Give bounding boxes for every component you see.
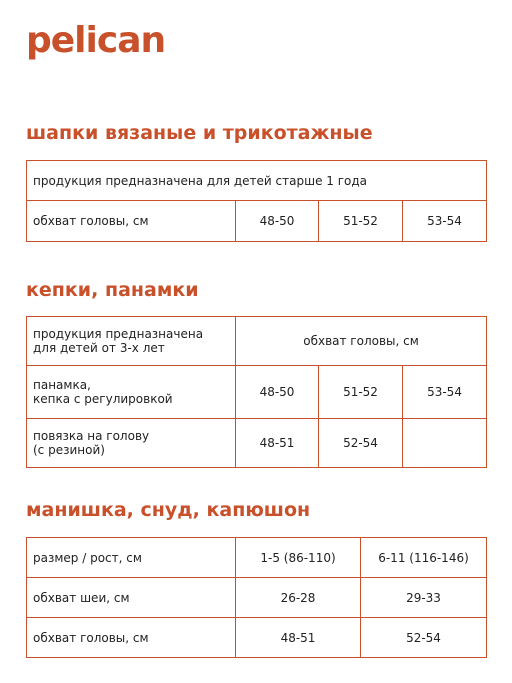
dickey-head-label: обхват головы, см [27, 618, 236, 658]
size-cell: 48-50 [236, 201, 319, 242]
size-cell: 51-52 [319, 201, 403, 242]
caps-note [27, 317, 236, 366]
section-title-caps: кепки, панамки [26, 279, 199, 301]
table-row [27, 366, 487, 419]
dickey-size-table [26, 537, 487, 658]
caps-note-line2: для детей от 3-х лет [33, 341, 165, 355]
hats-head-label: обхват головы, см [27, 201, 236, 242]
section-title-hats: шапки вязаные и трикотажные [26, 122, 373, 144]
brand-logo: pelican [26, 20, 166, 61]
table-row [27, 201, 487, 242]
table-row [27, 538, 487, 578]
caps-row2-label [27, 419, 236, 468]
size-cell: 29-33 [361, 578, 487, 618]
caps-head-header: обхват головы, см [236, 317, 487, 366]
size-cell: 48-51 [236, 419, 319, 468]
table-row [27, 161, 487, 201]
size-cell: 26-28 [236, 578, 361, 618]
hats-note: продукция предназначена для детей старше 1 года [27, 161, 487, 201]
size-cell: 48-50 [236, 366, 319, 419]
dickey-size-label: размер / рост, см [27, 538, 236, 578]
caps-row1-line1: панамка, [33, 378, 91, 392]
dickey-neck-label: обхват шеи, см [27, 578, 236, 618]
table-row [27, 419, 487, 468]
caps-row1-line2: кепка с регулировкой [33, 392, 173, 406]
table-row [27, 578, 487, 618]
size-cell: 51-52 [319, 366, 403, 419]
caps-note-line1: продукция предназначена [33, 327, 204, 341]
caps-size-table [26, 316, 487, 468]
table-row [27, 618, 487, 658]
size-cell: 53-54 [403, 201, 487, 242]
section-title-dickey: манишка, снуд, капюшон [26, 499, 311, 521]
caps-row2-line1: повязка на голову [33, 429, 150, 443]
size-cell: 53-54 [403, 366, 487, 419]
caps-row2-line2: (с резиной) [33, 443, 105, 457]
empty-cell [403, 419, 487, 468]
size-cell: 48-51 [236, 618, 361, 658]
size-cell: 52-54 [319, 419, 403, 468]
table-row [27, 317, 487, 366]
caps-row1-label [27, 366, 236, 419]
hats-size-table [26, 160, 487, 242]
size-cell: 1-5 (86-110) [236, 538, 361, 578]
size-cell: 6-11 (116-146) [361, 538, 487, 578]
size-cell: 52-54 [361, 618, 487, 658]
